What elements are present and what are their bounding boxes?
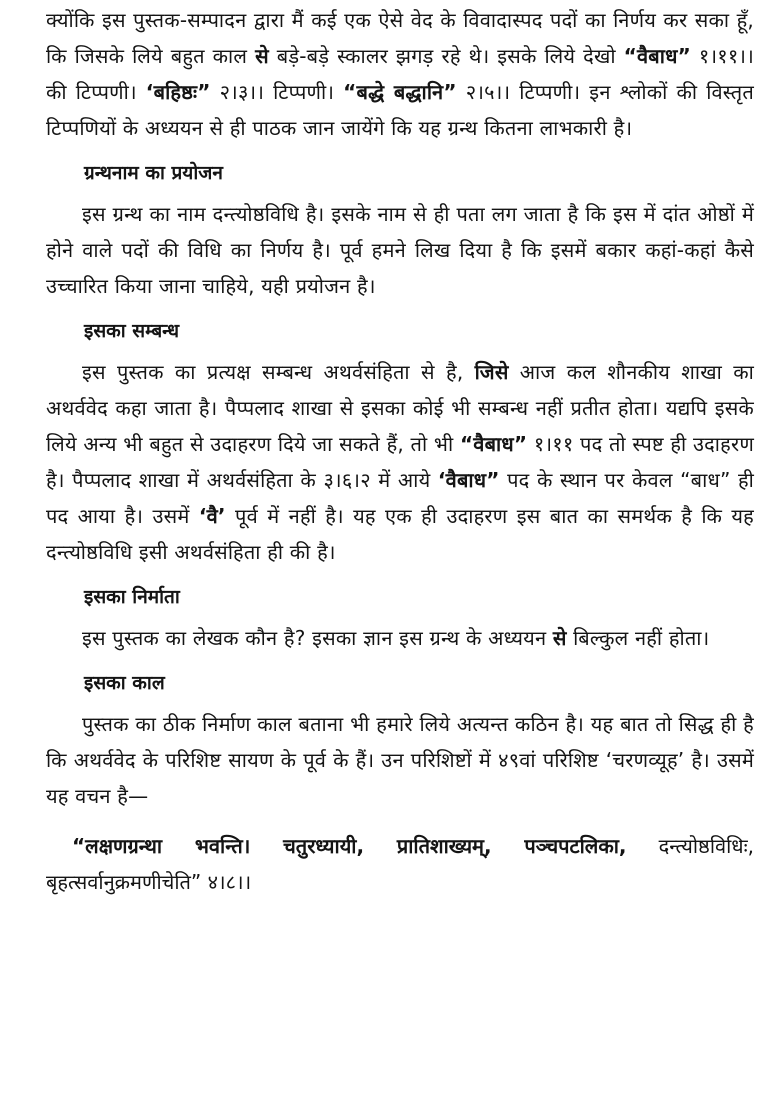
relation-text-4: पद के स्थान पर केवल “बाध” ही पद आया है। उसमें bbox=[46, 468, 754, 528]
author-text-2: बिल्कुल नहीं होता। bbox=[566, 626, 710, 650]
relation-text-2: आज कल शौनकीय शाखा का अथर्ववेद कहा जाता है। पैप्पलाद शाखा से इसका कोई भी सम्बन्ध नहीं प्रतीत होता। यद्यपि इसके लिये अन्य भी बहुत से उदाहरण दिये जा सकते हैं, तो भी bbox=[46, 360, 754, 456]
section-heading-relation: इसका सम्बन्ध bbox=[84, 320, 180, 342]
relation-bold-vaibadha: “वैबाध” bbox=[459, 432, 528, 456]
quotation bbox=[46, 828, 754, 900]
purpose-paragraph: इस ग्रन्थ का नाम दन्त्योष्ठविधि है। इसके नाम से ही पता लग जाता है कि इस में दांत ओष्ठों में होने वाले पदों की विधि का निर्णय है। पूर्व हमने लिख दिया है कि इसमें बकार कहां-कहां कैसे उच्चारित किया जाना चाहिये, यही प्रयोजन है। bbox=[46, 202, 754, 298]
relation-text-5: पूर्व में नहीं है। यह एक ही उदाहरण इस बात का समर्थक है कि यह दन्त्योष्ठविधि इसी अथर्वसंहिता ही की है। bbox=[46, 504, 754, 564]
intro-text-3: १।११।। की टिप्पणी। bbox=[46, 44, 754, 104]
relation-paragraph bbox=[46, 354, 754, 570]
quotation-bold: “लक्षणग्रन्था भवन्ति। चतुरध्यायी, प्रातिशाख्यम्, पञ्चपटलिका, bbox=[72, 834, 627, 858]
quotation-text: दन्त्योष्ठविधिः, बृहत्सर्वानुक्रमणीचेति” ४।८।। bbox=[46, 834, 754, 894]
section-heading-author: इसका निर्माता bbox=[84, 586, 180, 608]
intro-text-1: क्योंकि इस पुस्तक-सम्पादन द्वारा मैं कई एक ऐसे वेद के विवादास्पद पदों का निर्णय कर सका हूँ, कि जिसके लिये बहुत काल bbox=[46, 8, 754, 68]
intro-text-4: २।३।। टिप्पणी। bbox=[210, 80, 344, 104]
relation-text-1: इस पुस्तक का प्रत्यक्ष सम्बन्ध अथर्वसंहिता से है, bbox=[82, 360, 475, 384]
relation-text-3: १।११ पद तो स्पष्ट ही उदाहरण है। पैप्पलाद शाखा में अथर्वसंहिता के ३।६।२ में आये bbox=[46, 432, 754, 492]
time-paragraph: पुस्तक का ठीक निर्माण काल बताना भी हमारे लिये अत्यन्त कठिन है। यह बात तो सिद्ध ही है कि अथर्ववेद के परिशिष्ट सायण के पूर्व के हैं। उन परिशिष्टों में ४९वां परिशिष्ट ‘चरणव्यूह’ है। उसमें यह वचन है— bbox=[46, 712, 754, 808]
author-text-1: इस पुस्तक का लेखक कौन है? इसका ज्ञान इस ग्रन्थ के अध्ययन bbox=[82, 626, 553, 650]
intro-text-5: २।५।। टिप्पणी। इन श्लोकों की विस्तृत टिप्पणियों के अध्ययन से ही पाठक जान जायेंगे कि यह ग्रन्थ कितना लाभकारी है। bbox=[46, 80, 754, 140]
intro-paragraph bbox=[46, 2, 754, 146]
section-heading-time: इसका काल bbox=[84, 672, 165, 694]
intro-bold-vaibadha: “वैबाध” bbox=[623, 44, 691, 68]
intro-text-2: बड़े-बड़े स्कालर झगड़ रहे थे। इसके लिये देखो bbox=[268, 44, 624, 68]
intro-bold-bahishthah: ‘बहिष्ठः” bbox=[145, 80, 211, 104]
intro-bold-baddhe: “बद्धे बद्धानि” bbox=[343, 80, 457, 104]
author-paragraph bbox=[46, 620, 754, 656]
section-heading-purpose: ग्रन्थनाम का प्रयोजन bbox=[84, 162, 223, 184]
relation-bold-1: जिसे bbox=[474, 360, 509, 384]
author-bold-1: से bbox=[552, 626, 567, 650]
relation-bold-vaibadha-2: ‘वैबाध” bbox=[437, 468, 500, 492]
intro-bold-1: से bbox=[255, 44, 269, 68]
relation-bold-vai: ‘वै’ bbox=[198, 504, 226, 528]
